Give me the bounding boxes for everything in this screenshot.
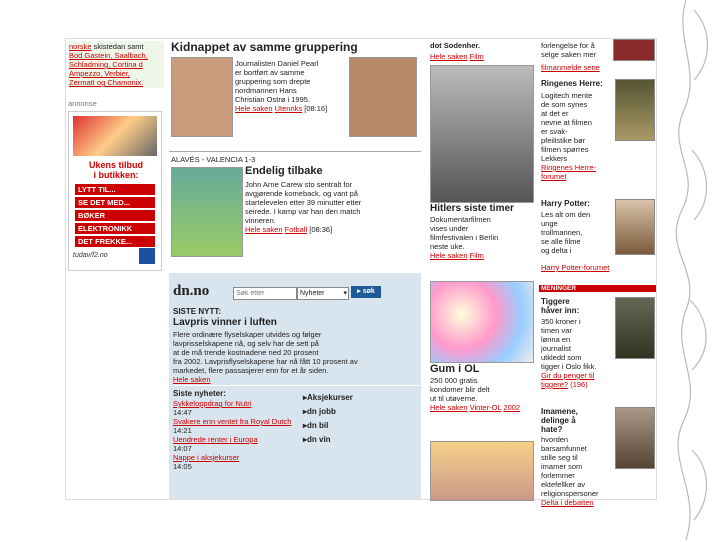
rings-link[interactable]: Ringenes Herre-forumet — [541, 163, 597, 181]
rings-line: at det er — [541, 109, 569, 118]
ad-logo-icon — [139, 248, 155, 264]
pearl-photo[interactable] — [171, 57, 233, 137]
potter-thumb[interactable] — [615, 199, 655, 255]
news-item-title[interactable]: Svakere enn ventet fra Royal Dutch — [173, 417, 292, 426]
latest-body — [173, 330, 417, 384]
condom-photo[interactable] — [430, 281, 534, 363]
story1-line-3: gruppering som drepte — [235, 77, 311, 86]
ski-link[interactable]: norske — [69, 42, 92, 51]
arrow-right-icon: ▸ — [303, 407, 308, 416]
film-thumb[interactable] — [613, 39, 655, 61]
news-item-title[interactable]: Nappe i aksjekurser — [173, 453, 240, 462]
tiggere-line: journalist — [541, 344, 572, 353]
story2-body — [245, 180, 417, 234]
potter-line: Les alt om den — [541, 210, 591, 219]
story2-line-2: avgjørende komeback, og vant på — [245, 189, 358, 198]
ol-link-2[interactable]: Vinter-OL — [469, 403, 502, 412]
ol-line-1: 250 000 gratis — [430, 376, 478, 385]
rings-line: filmen spørres — [541, 145, 589, 154]
category-select-value: Nyheter — [300, 290, 325, 297]
imamene-sub2: hate? — [541, 425, 563, 434]
dn-link-jobb[interactable] — [303, 405, 353, 419]
search-input[interactable] — [233, 287, 297, 300]
ostro-photo[interactable] — [349, 57, 417, 137]
divider — [169, 151, 421, 152]
mid-top-link-1[interactable]: Hele saken — [430, 52, 468, 61]
ad-button-se[interactable]: SE DET MED... — [75, 197, 155, 208]
imamene-sub: delinge å — [541, 416, 576, 425]
chevron-down-icon: ▾ — [343, 290, 347, 297]
rings-line: er svak- — [541, 127, 568, 136]
news-item-time: 14:47 — [173, 408, 192, 417]
mid-top-links — [430, 52, 484, 61]
tiggere-thumb[interactable] — [615, 297, 655, 359]
story2-section-link[interactable]: Fotball — [284, 225, 308, 234]
rings-line: pfeilistike bør — [541, 136, 586, 145]
dn-link-label: Aksjekurser — [307, 393, 353, 402]
ad-headline — [73, 160, 159, 180]
dn-links — [303, 391, 353, 447]
right-top-word: selge — [541, 50, 559, 59]
mid-column — [428, 39, 536, 499]
ol-link-1[interactable]: Hele saken — [430, 403, 468, 412]
imamene-line: ektefellker av — [541, 480, 586, 489]
imamene-heading — [541, 407, 578, 434]
rings-line: de som synes — [541, 100, 588, 109]
potter-line: trollmannen, — [541, 228, 583, 237]
madonna-photo[interactable] — [430, 441, 534, 501]
tiggere-link[interactable]: Gir du penger til tiggere? — [541, 371, 595, 389]
story1-time: [08:16] — [304, 104, 328, 113]
story1-line-1: Journalisten Daniel Pearl — [235, 59, 319, 68]
arrow-right-icon: ▸ — [303, 421, 308, 430]
latest-line-5: markedet, flere passasjerer enn for et år siden. — [173, 366, 329, 375]
web-screenshot — [65, 38, 657, 507]
imamene-link[interactable]: Delta i debatten — [541, 498, 594, 507]
news-item-title[interactable]: Uendrede renter i Europa — [173, 435, 258, 444]
dn-link-label: dn vin — [307, 435, 331, 444]
ad-banner[interactable] — [68, 111, 162, 271]
story1-body — [235, 59, 347, 113]
rings-title[interactable]: Ringenes Herre: — [541, 79, 603, 88]
tiggere-line: 350 kroner i — [541, 317, 581, 326]
mid-top-text: dot Sodenher. — [430, 41, 481, 50]
right-top-word: for å — [579, 41, 595, 50]
arrow-right-icon: ▸ — [303, 435, 308, 444]
rings-line: Lekkers — [541, 154, 568, 163]
news-heading: Siste nyheter: — [173, 389, 226, 398]
tiggere-title[interactable]: Tiggere — [541, 297, 570, 306]
tiggere-line: lønna en — [541, 335, 571, 344]
imamene-line: imamer som — [541, 462, 583, 471]
latest-label: SISTE NYTT: — [173, 307, 222, 316]
news-item-time: 14:05 — [173, 462, 192, 471]
imamene-line: religionspersoner — [541, 489, 599, 498]
story2-title[interactable]: Endelig tilbake — [245, 165, 323, 177]
story2-full-link[interactable]: Hele saken — [245, 225, 283, 234]
ol-line-3: ut til utøverne. — [430, 394, 478, 403]
search-button-label: søk — [362, 288, 375, 295]
arrow-right-icon: ▸ — [303, 393, 308, 402]
rings-line: Logitech mente — [541, 91, 593, 100]
story1-title[interactable]: Kidnappet av samme gruppering — [171, 40, 358, 54]
story2-line-1: John Arne Carew sto sentralt for — [245, 180, 353, 189]
hitler-line-4: neste uke. — [430, 242, 465, 251]
right-column — [539, 39, 656, 507]
right-top-link[interactable]: filmanmelde sene — [541, 63, 600, 72]
latest-link[interactable]: Hele saken — [173, 375, 211, 384]
hitler-photo[interactable] — [430, 65, 534, 203]
hitler-link-2[interactable]: Film — [469, 251, 484, 260]
rings-body — [541, 91, 613, 181]
ad-button-frekke[interactable]: DET FREKKE... — [75, 236, 155, 247]
dn-link-label: dn bil — [307, 421, 329, 430]
potter-title[interactable]: Harry Potter: — [541, 199, 590, 208]
story1-section-link[interactable]: Utenriks — [274, 104, 303, 113]
ski-line-2[interactable]: Schladming, Cortina d — [69, 60, 143, 69]
decorative-border — [672, 0, 720, 540]
tiggere-line: timen var — [541, 326, 572, 335]
story2-time: [08:36] — [309, 225, 333, 234]
imamene-line: stille seg til — [541, 453, 578, 462]
potter-body — [541, 210, 613, 255]
latest-line-2: lavprisselskapene nå, og selv har de sett på — [173, 339, 319, 348]
ol-line-2: kondomer blir delt — [430, 385, 490, 394]
potter-line: og delta i — [541, 246, 572, 255]
story1-line-4: nordmannen Hans — [235, 86, 297, 95]
annonse-label: annonse — [68, 99, 97, 108]
potter-link[interactable]: Harry Potter-forumet — [541, 263, 610, 272]
dn-box — [169, 273, 421, 499]
imamene-line: barsamfunnet — [541, 444, 587, 453]
right-top-text — [541, 41, 609, 59]
news-item-time: 14:21 — [173, 426, 192, 435]
imamene-body — [541, 435, 653, 507]
news-item-title[interactable]: Sykkeloppdrag for Nutri — [173, 399, 252, 408]
left-column — [66, 39, 166, 499]
hitler-link-1[interactable]: Hele saken — [430, 251, 468, 260]
mid-top-link-2[interactable]: Film — [469, 52, 484, 61]
latest-line-3: at de må trende kostnadene ned 20 prosent — [173, 348, 319, 357]
ad-image — [73, 116, 157, 156]
meninger-bar: MENINGER — [539, 285, 656, 292]
ol-link-3[interactable]: 2002 — [503, 403, 521, 412]
news-item-time: 14:07 — [173, 444, 192, 453]
imamene-line: forlemmer — [541, 471, 575, 480]
right-top-word: saken — [561, 50, 582, 59]
category-select[interactable] — [297, 287, 349, 300]
search-button[interactable] — [351, 286, 381, 298]
hitler-line-3: filmfestivalen i Berlin — [430, 233, 499, 242]
imamene-line: hvorden — [541, 435, 569, 444]
ad-headline-text: Ukens tilbud — [88, 160, 143, 170]
potter-line: unge — [541, 219, 558, 228]
story1-line-2: er bortført av samme — [235, 68, 305, 77]
story1-full-link[interactable]: Hele saken — [235, 104, 273, 113]
tiggere-body — [541, 317, 613, 389]
ad-button-list — [75, 184, 155, 249]
ad-button-lytt[interactable]: LYTT TIL... — [75, 184, 155, 195]
ski-text: skistedan samt — [93, 42, 144, 51]
latest-line-4: fra 2002. Lavprisflyselskapene har nå fått 10 prosent av — [173, 357, 358, 366]
ski-line-4[interactable]: Zermatt og Chamonix. — [69, 78, 144, 87]
imamene-title[interactable]: Imamene, — [541, 407, 578, 416]
story2-line-5: vinneren. — [245, 216, 276, 225]
right-top-word: mer — [583, 50, 597, 59]
dn-link-bil[interactable] — [303, 419, 353, 433]
story1-line-5: Christian Ostrø i 1995. — [235, 95, 311, 104]
right-top-word: forlengelse — [541, 41, 578, 50]
tiggere-heading — [541, 297, 579, 315]
ad-button-boker[interactable]: BØKER — [75, 210, 155, 221]
story2-line-4: seirede. I kamp var han den match — [245, 207, 361, 216]
rings-thumb[interactable] — [615, 79, 655, 141]
arrow-right-icon: ▸ — [357, 288, 361, 295]
ol-title[interactable]: Gum i OL — [430, 363, 480, 375]
rings-line: nevne at filmen — [541, 118, 592, 127]
ad-sub-text: i butikken: — [93, 170, 139, 180]
hitler-line-2: vises under — [430, 224, 469, 233]
dn-logo[interactable]: dn.no — [173, 283, 210, 299]
news-list — [173, 399, 297, 471]
tiggere-count: (196) — [570, 380, 588, 389]
dn-link-label: dn jobb — [307, 407, 336, 416]
tiggere-line: tigger i Oslo fikk. — [541, 362, 597, 371]
hitler-line-1: Dokumentarfilmen — [430, 215, 491, 224]
ski-line-1[interactable]: Bod Gastein, Saalbach, — [69, 51, 148, 60]
latest-title[interactable]: Lavpris vinner i luften — [173, 317, 277, 328]
dn-link-vin[interactable] — [303, 433, 353, 447]
story2-line-3: startelevelen etter 39 minutter etter — [245, 198, 362, 207]
ol-body — [430, 376, 534, 412]
divider — [169, 385, 421, 386]
hitler-body — [430, 215, 534, 260]
potter-line: se alle filme — [541, 237, 581, 246]
story2-kicker: ALAVÉS - VALENCIA 1-3 — [171, 155, 256, 164]
ski-line-3[interactable]: Ampezzo, Verbier, — [69, 69, 130, 78]
tiggere-sub: håver inn: — [541, 306, 580, 315]
tiggere-line: utkledd som — [541, 353, 582, 362]
carew-photo[interactable] — [171, 167, 243, 257]
ad-brand: tudav/f2.no — [73, 252, 108, 259]
dn-link-aksjekurser[interactable] — [303, 391, 353, 405]
ski-promo — [68, 41, 164, 88]
latest-line-1: Flere ordinære flyselskaper utvides og følger — [173, 330, 322, 339]
ad-button-elektronikk[interactable]: ELEKTRONIKK — [75, 223, 155, 234]
hitler-title[interactable]: Hitlers siste timer — [430, 203, 514, 214]
